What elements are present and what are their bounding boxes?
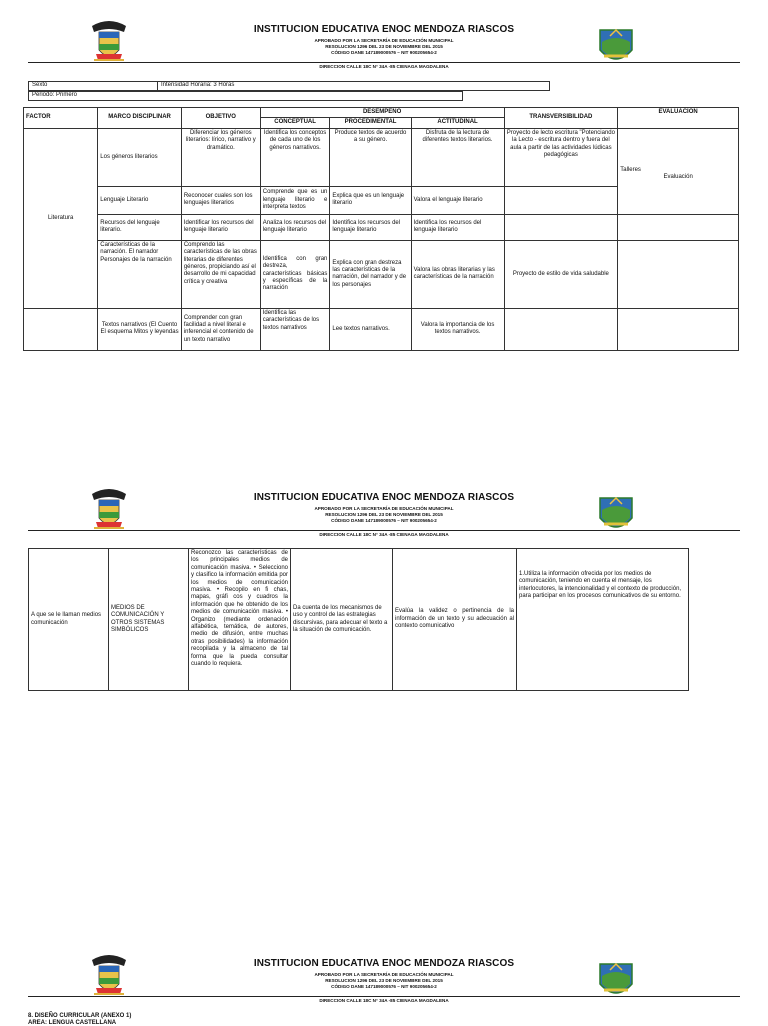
approval-line: APROBADO POR LA SECRETARÍA DE EDUCACIÓN MUNICIPAL bbox=[314, 38, 454, 43]
resolution-line: RESOLUCION 1296 DEL 23 DE NOVIEMBRE DEL 2015 bbox=[325, 44, 443, 49]
procedural-cell: Da cuenta de los mecanismos de uso y control de las estrategias discursivas, para adecuar el texto a la situación de comunicación. bbox=[291, 549, 393, 691]
actitudinal-cell: Valora la importancia de los textos narrativos. bbox=[411, 308, 504, 350]
school-logo-icon bbox=[596, 488, 636, 536]
page-3 bbox=[0, 950, 768, 1026]
header-actitudinal: ACTITUDINAL bbox=[411, 118, 504, 128]
table-row bbox=[24, 308, 739, 350]
institution-title: INSTITUCION EDUCATIVA ENOC MENDOZA RIASCOS bbox=[253, 492, 515, 503]
procedimental-cell: Explica con gran destreza las características de la narración, del narrador y de los personajes bbox=[330, 240, 411, 308]
objetivo-cell: Reconocer cuales son los lenguajes literarios bbox=[181, 186, 260, 214]
objetivo-cell: Comprendo las características de las obras literarias de diferentes géneros, propiciando así el desarrollo de mi capacidad crítica y creativa bbox=[181, 240, 260, 308]
address-line: DIRECCION CALLE 18C N° 34A -85 CIENAGA MAGDALENA bbox=[319, 64, 449, 69]
institution-title: INSTITUCION EDUCATIVA ENOC MENDOZA RIASCOS bbox=[253, 958, 515, 969]
document-header bbox=[0, 950, 768, 1020]
codes-line: CÓDIGO DANE 147189000576 – NIT 900205654-2 bbox=[331, 984, 437, 989]
transversalidad-cell bbox=[504, 214, 618, 240]
factor-empty-cell bbox=[24, 308, 98, 350]
hours-cell: Intensidad Horaria: 3 Horas bbox=[158, 82, 550, 91]
thematic-axis-cell: MEDIOS DE COMUNICACIÓN Y OTROS SISTEMAS SIMBÓLICOS bbox=[109, 549, 189, 691]
header-factor: FACTOR bbox=[24, 108, 98, 129]
document-header bbox=[0, 16, 768, 86]
info-table-row-1 bbox=[28, 81, 550, 91]
header-desempeno: DESEMPEÑO bbox=[260, 108, 504, 118]
procedimental-cell: Explica que es un lenguaje literario bbox=[330, 186, 411, 214]
marco-cell: Textos narrativos (El Cuento El esquema Mitos y leyendas bbox=[98, 308, 182, 350]
resolution-line: RESOLUCION 1296 DEL 23 DE NOVIEMBRE DEL 2015 bbox=[325, 978, 443, 983]
period-cell: Periodo: Primero bbox=[29, 92, 463, 101]
address-line: DIRECCION CALLE 18C N° 34A -85 CIENAGA MAGDALENA bbox=[319, 998, 449, 1003]
factor-cell: Literatura bbox=[24, 128, 98, 308]
transversalidad-cell bbox=[504, 186, 618, 214]
conceptual-cell: Analiza los recursos del lenguaje literario bbox=[260, 214, 330, 240]
conceptual-cell: Identifica los conceptos de cada uno de los géneros narrativos. bbox=[260, 128, 330, 186]
approval-line: APROBADO POR LA SECRETARÍA DE EDUCACIÓN MUNICIPAL bbox=[314, 972, 454, 977]
transversalidad-cell bbox=[504, 308, 618, 350]
media-competencies-table bbox=[28, 548, 689, 691]
transversalidad-cell: Proyecto de lecto escritura "Potenciando la Lecto - escritura dentro y fuera del aula a partir de las actividades lúdicas pedagógicas bbox=[504, 128, 618, 186]
actitudinal-cell: Disfruta de la lectura de diferentes textos literarios. bbox=[411, 128, 504, 186]
area-heading: AREA: LENGUA CASTELLANA bbox=[28, 1020, 117, 1026]
procedimental-cell: Produce textos de acuerdo a su género. bbox=[330, 128, 411, 186]
table-row bbox=[24, 240, 739, 308]
objetivo-cell: Diferenciar los géneros literarios: lírico, narrativo y dramático. bbox=[181, 128, 260, 186]
marco-cell: Características de la narración. El narrador Personajes de la narración bbox=[98, 240, 182, 308]
section-heading: 8. DISEÑO CURRICULAR (ANEXO 1) bbox=[28, 1013, 132, 1019]
objetivo-cell: Comprender con gran facilidad a nivel literal e inferencial el contenido de un texto narrativo bbox=[181, 308, 260, 350]
actitudinal-cell: Valora el lenguaje literario bbox=[411, 186, 504, 214]
curriculum-table bbox=[23, 107, 739, 351]
school-logo-icon bbox=[596, 954, 636, 1002]
address-line: DIRECCION CALLE 18C N° 34A -85 CIENAGA MAGDALENA bbox=[319, 532, 449, 537]
school-logo-icon bbox=[596, 20, 636, 68]
page-2 bbox=[0, 484, 768, 668]
resolution-line: RESOLUCION 1296 DEL 23 DE NOVIEMBRE DEL 2015 bbox=[325, 512, 443, 517]
marco-cell: Los géneros literarios bbox=[98, 128, 182, 186]
procedimental-cell: Lee textos narrativos. bbox=[330, 308, 411, 350]
question-cell: A que se le llaman medios comunicación bbox=[29, 549, 109, 691]
header-transversalidad: TRANSVERSIBILIDAD bbox=[504, 108, 618, 129]
evaluacion-empty-cell bbox=[618, 214, 739, 240]
standards-cell: Reconozco las características de los principales medios de comunicación masiva. • Selecciono y clasifico la información emitida por los medios de comunicación masiva. • Recopilo en fi chas, mapas, gráfi cos y cuadros la información que he obtenido de los medios de comunicación masiva. • Organizo (mediante ordenación alfabética, temática, de autores, medio de difusión, entre muchas otras posibilidades) la información recopilada y la almaceno de tal forma que la pueda consultar cuando lo requiera. bbox=[189, 549, 291, 691]
evaluacion-evaluacion: Evaluación bbox=[663, 174, 693, 181]
transversalidad-cell: Proyecto de estilo de vida saludable bbox=[504, 240, 618, 308]
header-conceptual: CONCEPTUAL bbox=[260, 118, 330, 128]
header-marco: MARCO DISCIPLINAR bbox=[98, 108, 182, 129]
objetivo-cell: Identificar los recursos del lenguaje literario bbox=[181, 214, 260, 240]
conceptual-cell: Comprende que es un lenguaje literario e interpreta textos bbox=[260, 186, 330, 214]
codes-line: CÓDIGO DANE 147189000576 – NIT 900205654-2 bbox=[331, 50, 437, 55]
evaluacion-empty-cell bbox=[618, 240, 739, 308]
header-procedimental: PROCEDIMENTAL bbox=[330, 118, 411, 128]
grade-cell: Sexto bbox=[29, 82, 158, 91]
evaluacion-talleres: Talleres bbox=[620, 166, 641, 173]
conceptual-cell: Identifica con gran destreza, características básicas y específicas de la narración bbox=[260, 240, 330, 308]
table-row bbox=[24, 128, 739, 186]
marco-cell: Lenguaje Literario bbox=[98, 186, 182, 214]
marco-cell: Recursos del lenguaje literario. bbox=[98, 214, 182, 240]
table-row bbox=[29, 549, 689, 691]
info-table-row-2 bbox=[28, 91, 463, 101]
approval-line: APROBADO POR LA SECRETARÍA DE EDUCACIÓN MUNICIPAL bbox=[314, 506, 454, 511]
header-objetivo: OBJETIVO bbox=[181, 108, 260, 129]
conceptual-cell: Identifica las características de los textos narrativos bbox=[260, 308, 330, 350]
table-row bbox=[24, 214, 739, 240]
document-header bbox=[0, 484, 768, 554]
actitudinal-cell: Identifica los recursos del lenguaje literario bbox=[411, 214, 504, 240]
attitudinal-cell: Evalúa la validez o pertinencia de la información de un texto y su adecuación al contexto comunicativo bbox=[393, 549, 517, 691]
evaluacion-cell bbox=[618, 128, 739, 214]
procedimental-cell: Identifica los recursos del lenguaje literario bbox=[330, 214, 411, 240]
evaluacion-empty-cell bbox=[618, 308, 739, 350]
page-1 bbox=[0, 16, 768, 343]
codes-line: CÓDIGO DANE 147189000576 – NIT 900205654-2 bbox=[331, 518, 437, 523]
actitudinal-cell: Valora las obras literarias y las características de la narración bbox=[411, 240, 504, 308]
header-evaluacion: EVALUACIÓN bbox=[618, 108, 739, 129]
performance-cell: 1.Utiliza la información ofrecida por los medios de comunicación, teniendo en cuenta el mensaje, los interlocutores, la intencionalidad y el contexto de producción, para participar en los procesos comunicativos de su entorno. bbox=[517, 549, 689, 691]
institution-title: INSTITUCION EDUCATIVA ENOC MENDOZA RIASCOS bbox=[253, 24, 515, 35]
